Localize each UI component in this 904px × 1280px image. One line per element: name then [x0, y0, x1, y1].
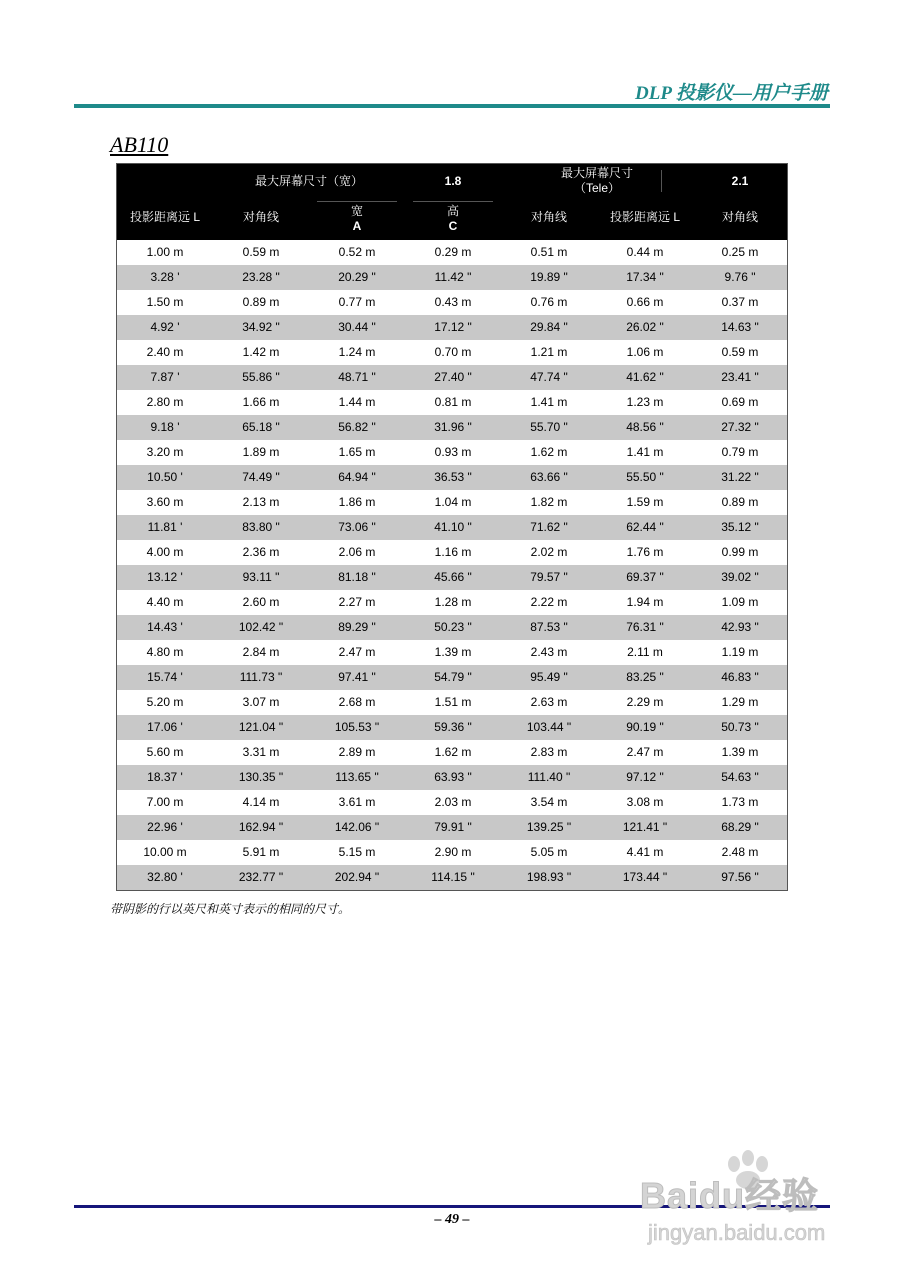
table-cell: 68.29 "	[721, 820, 759, 834]
table-row	[117, 765, 787, 790]
table-cell: 27.40 "	[434, 370, 472, 384]
table-cell: 29.84 "	[530, 320, 568, 334]
table-cell: 97.56 "	[721, 870, 759, 884]
table-cell: 7.87 '	[150, 370, 180, 384]
table-cell: 113.65 "	[335, 770, 379, 784]
table-cell: 2.02 m	[530, 545, 568, 559]
table-cell: 2.80 m	[146, 395, 184, 409]
table-cell: 0.44 m	[626, 245, 664, 259]
watermark-url: jingyan.baidu.com	[648, 1220, 826, 1245]
table-row	[117, 290, 787, 315]
table-cell: 111.40 "	[527, 770, 571, 784]
table-cell: 1.06 m	[626, 345, 664, 359]
table-cell: 2.60 m	[242, 595, 280, 609]
table-cell: 47.74 "	[530, 370, 568, 384]
table-cell: 31.96 "	[434, 420, 472, 434]
table-cell: 55.50 "	[626, 470, 664, 484]
table-cell: 81.18 "	[338, 570, 376, 584]
watermark-main-text: Baidu经验	[640, 1175, 820, 1216]
table-cell: 4.40 m	[146, 595, 184, 609]
table-cell: 11.42 "	[434, 270, 472, 284]
table-cell: 83.80 "	[242, 520, 280, 534]
table-cell: 2.27 m	[338, 595, 376, 609]
table-cell: 1.28 m	[434, 595, 472, 609]
max-screen-wide-label: 最大屏幕尺寸（宽）	[254, 174, 363, 188]
table-cell: 63.66 "	[530, 470, 568, 484]
header-underline	[317, 201, 397, 202]
table-cell: 105.53 "	[334, 720, 380, 734]
col-header-distance-2: 投影距离远 L	[609, 210, 680, 224]
table-row	[117, 590, 787, 615]
table-cell: 1.62 m	[434, 745, 472, 759]
table-row	[117, 415, 787, 440]
table-cell: 1.86 m	[338, 495, 376, 509]
table-cell: 3.07 m	[242, 695, 280, 709]
table-cell: 4.14 m	[242, 795, 280, 809]
table-row	[117, 815, 787, 840]
table-cell: 2.43 m	[530, 645, 568, 659]
table-cell: 89.29 "	[338, 620, 376, 634]
table-row	[117, 465, 787, 490]
table-row	[117, 490, 787, 515]
table-cell: 0.51 m	[530, 245, 568, 259]
table-cell: 73.06 "	[338, 520, 376, 534]
table-cell: 55.86 "	[242, 370, 280, 384]
table-cell: 2.48 m	[721, 845, 759, 859]
table-cell: 3.28 '	[150, 270, 180, 284]
table-cell: 10.50 '	[147, 470, 183, 484]
table-cell: 1.42 m	[242, 345, 280, 359]
col-header-diagonal: 对角线	[242, 210, 279, 224]
table-cell: 0.43 m	[434, 295, 472, 309]
table-cell: 139.25 "	[526, 820, 572, 834]
col-header-width-line1: 宽	[350, 204, 363, 218]
table-cell: 142.06 "	[334, 820, 380, 834]
table-cell: 48.56 "	[626, 420, 664, 434]
table-cell: 71.62 "	[530, 520, 568, 534]
table-row	[117, 740, 787, 765]
table-cell: 0.59 m	[721, 345, 759, 359]
document-header-title: DLP 投影仪—用户手册	[635, 83, 828, 104]
table-cell: 2.22 m	[530, 595, 568, 609]
table-cell: 1.41 m	[530, 395, 568, 409]
table-cell: 162.94 "	[238, 820, 284, 834]
table-cell: 1.94 m	[626, 595, 664, 609]
table-cell: 15.74 '	[147, 670, 183, 684]
col-header-height-line2: C	[448, 219, 458, 233]
table-cell: 1.09 m	[721, 595, 759, 609]
table-cell: 95.49 "	[530, 670, 568, 684]
table-cell: 1.62 m	[530, 445, 568, 459]
table-cell: 79.91 "	[434, 820, 472, 834]
table-cell: 1.23 m	[626, 395, 664, 409]
table-cell: 22.96 '	[147, 820, 183, 834]
table-cell: 1.66 m	[242, 395, 280, 409]
table-cell: 0.89 m	[242, 295, 280, 309]
table-cell: 1.24 m	[338, 345, 376, 359]
table-cell: 1.16 m	[434, 545, 472, 559]
table-row	[117, 540, 787, 565]
table-row	[117, 315, 787, 340]
table-cell: 114.15 "	[431, 870, 475, 884]
table-cell: 50.73 "	[721, 720, 759, 734]
table-cell: 1.82 m	[530, 495, 568, 509]
table-row	[117, 565, 787, 590]
table-row	[117, 515, 787, 540]
table-cell: 1.39 m	[434, 645, 472, 659]
table-cell: 2.89 m	[338, 745, 376, 759]
table-cell: 2.11 m	[627, 645, 663, 659]
table-cell: 121.04 "	[238, 720, 284, 734]
table-cell: 56.82 "	[338, 420, 376, 434]
footnote: 带阴影的行以英尺和英寸表示的相同的尺寸。	[110, 902, 351, 916]
table-cell: 130.35 "	[238, 770, 284, 784]
table-cell: 1.59 m	[626, 495, 664, 509]
baidu-watermark	[640, 1150, 850, 1260]
table-cell: 0.25 m	[721, 245, 759, 259]
table-row	[117, 265, 787, 290]
table-cell: 76.31 "	[626, 620, 664, 634]
table-cell: 0.66 m	[626, 295, 664, 309]
table-cell: 97.12 "	[626, 770, 664, 784]
table-cell: 5.91 m	[242, 845, 280, 859]
table-header	[117, 164, 787, 240]
col-header-diagonal-2: 对角线	[530, 210, 567, 224]
table-cell: 54.79 "	[434, 670, 472, 684]
table-cell: 20.29 "	[338, 270, 376, 284]
table-cell: 7.00 m	[146, 795, 184, 809]
table-cell: 2.90 m	[434, 845, 472, 859]
table-cell: 0.99 m	[721, 545, 759, 559]
table-cell: 34.92 "	[242, 320, 280, 334]
table-cell: 55.70 "	[530, 420, 568, 434]
tele-zoom-value: 2.1	[731, 174, 749, 188]
table-cell: 2.83 m	[530, 745, 568, 759]
table-cell: 2.13 m	[242, 495, 280, 509]
table-cell: 93.11 "	[242, 570, 280, 584]
table-cell: 1.73 m	[721, 795, 759, 809]
table-cell: 1.00 m	[146, 245, 184, 259]
table-cell: 2.68 m	[338, 695, 376, 709]
table-cell: 26.02 "	[626, 320, 664, 334]
model-title: AB110	[110, 132, 169, 157]
table-cell: 2.40 m	[146, 345, 184, 359]
header-rule	[74, 104, 830, 108]
table-cell: 2.03 m	[434, 795, 472, 809]
table-cell: 48.71 "	[338, 370, 376, 384]
table-cell: 4.00 m	[146, 545, 184, 559]
table-row	[117, 240, 787, 265]
table-cell: 0.69 m	[721, 395, 759, 409]
table-cell: 103.44 "	[526, 720, 572, 734]
table-cell: 1.29 m	[721, 695, 759, 709]
table-cell: 11.81 '	[147, 520, 183, 534]
table-cell: 232.77 "	[238, 870, 284, 884]
table-cell: 36.53 "	[434, 470, 472, 484]
max-screen-tele-label-line1: 最大屏幕尺寸	[560, 166, 633, 180]
table-cell: 202.94 "	[334, 870, 380, 884]
table-cell: 32.80 '	[147, 870, 183, 884]
table-row	[117, 340, 787, 365]
table-cell: 10.00 m	[143, 845, 187, 859]
table-cell: 0.70 m	[434, 345, 472, 359]
table-cell: 121.41 "	[622, 820, 668, 834]
table-cell: 14.63 "	[721, 320, 759, 334]
page-number: – 49 –	[434, 1212, 470, 1227]
table-cell: 5.60 m	[146, 745, 184, 759]
table-row	[117, 615, 787, 640]
table-row	[117, 790, 787, 815]
table-cell: 90.19 "	[626, 720, 664, 734]
table-cell: 17.34 "	[626, 270, 664, 284]
table-row	[117, 840, 787, 865]
table-cell: 9.18 '	[150, 420, 180, 434]
table-cell: 198.93 "	[526, 870, 572, 884]
table-cell: 102.42 "	[238, 620, 284, 634]
table-cell: 19.89 "	[530, 270, 568, 284]
table-cell: 2.47 m	[626, 745, 664, 759]
table-cell: 54.63 "	[721, 770, 759, 784]
table-cell: 1.21 m	[530, 345, 568, 359]
table-cell: 2.63 m	[530, 695, 568, 709]
table-cell: 45.66 "	[434, 570, 472, 584]
table-cell: 41.10 "	[434, 520, 472, 534]
table-cell: 5.15 m	[338, 845, 376, 859]
table-cell: 69.37 "	[626, 570, 664, 584]
table-cell: 65.18 "	[242, 420, 280, 434]
table-cell: 1.04 m	[434, 495, 472, 509]
table-cell: 3.31 m	[242, 745, 280, 759]
table-cell: 83.25 "	[626, 670, 664, 684]
table-cell: 5.20 m	[146, 695, 184, 709]
table-cell: 0.79 m	[721, 445, 759, 459]
col-header-width-line2: A	[352, 219, 362, 233]
table-cell: 1.39 m	[721, 745, 759, 759]
table-cell: 2.29 m	[626, 695, 664, 709]
table-cell: 173.44 "	[622, 870, 668, 884]
table-cell: 59.36 "	[434, 720, 472, 734]
table-cell: 50.23 "	[434, 620, 472, 634]
table-cell: 3.60 m	[146, 495, 184, 509]
table-cell: 1.65 m	[338, 445, 376, 459]
table-cell: 17.06 '	[147, 720, 183, 734]
header-separator	[661, 170, 662, 192]
table-cell: 2.84 m	[242, 645, 280, 659]
table-body	[117, 240, 787, 890]
table-row	[117, 640, 787, 665]
table-cell: 64.94 "	[338, 470, 376, 484]
table-cell: 2.36 m	[242, 545, 280, 559]
table-cell: 5.05 m	[530, 845, 568, 859]
table-cell: 2.47 m	[338, 645, 376, 659]
table-cell: 3.54 m	[530, 795, 568, 809]
table-row	[117, 715, 787, 740]
table-cell: 46.83 "	[721, 670, 759, 684]
table-cell: 0.93 m	[434, 445, 472, 459]
col-header-height-line1: 高	[446, 204, 459, 218]
table-cell: 23.28 "	[242, 270, 280, 284]
wide-zoom-value: 1.8	[444, 174, 462, 188]
table-row	[117, 390, 787, 415]
table-row	[117, 865, 787, 890]
table-cell: 1.41 m	[626, 445, 664, 459]
table-cell: 1.89 m	[242, 445, 280, 459]
table-cell: 18.37 '	[147, 770, 183, 784]
table-cell: 4.41 m	[626, 845, 664, 859]
table-cell: 4.80 m	[146, 645, 184, 659]
table-cell: 0.76 m	[530, 295, 568, 309]
table-cell: 23.41 "	[721, 370, 759, 384]
table-cell: 27.32 "	[721, 420, 759, 434]
table-cell: 0.89 m	[721, 495, 759, 509]
table-cell: 63.93 "	[434, 770, 472, 784]
table-cell: 0.37 m	[721, 295, 759, 309]
table-cell: 1.44 m	[338, 395, 376, 409]
table-cell: 31.22 "	[721, 470, 759, 484]
table-cell: 0.77 m	[338, 295, 376, 309]
table-cell: 4.92 '	[150, 320, 180, 334]
table-row	[117, 440, 787, 465]
table-cell: 1.51 m	[434, 695, 472, 709]
table-cell: 79.57 "	[530, 570, 568, 584]
table-row	[117, 665, 787, 690]
table-cell: 74.49 "	[242, 470, 280, 484]
table-cell: 2.06 m	[338, 545, 376, 559]
col-header-diagonal-3: 对角线	[721, 210, 758, 224]
max-screen-tele-label-line2: （Tele）	[573, 181, 620, 195]
table-cell: 14.43 '	[147, 620, 183, 634]
table-cell: 1.50 m	[146, 295, 184, 309]
table-cell: 9.76 "	[724, 270, 756, 284]
col-header-distance: 投影距离远 L	[129, 210, 200, 224]
table-cell: 42.93 "	[721, 620, 759, 634]
table-cell: 1.19 m	[721, 645, 759, 659]
table-cell: 0.81 m	[434, 395, 472, 409]
table-cell: 1.76 m	[626, 545, 664, 559]
table-cell: 97.41 "	[338, 670, 376, 684]
table-cell: 13.12 '	[147, 570, 183, 584]
table-cell: 62.44 "	[626, 520, 664, 534]
table-cell: 111.73 "	[239, 670, 283, 684]
table-cell: 3.08 m	[626, 795, 664, 809]
projection-distance-table	[116, 163, 788, 891]
table-cell: 3.20 m	[146, 445, 184, 459]
header-underline	[413, 201, 493, 202]
table-cell: 17.12 "	[434, 320, 472, 334]
table-cell: 41.62 "	[626, 370, 664, 384]
table-cell: 3.61 m	[338, 795, 376, 809]
table-cell: 35.12 "	[721, 520, 759, 534]
table-cell: 0.29 m	[434, 245, 472, 259]
table-cell: 0.59 m	[242, 245, 280, 259]
table-cell: 87.53 "	[530, 620, 568, 634]
table-cell: 0.52 m	[338, 245, 376, 259]
table-row	[117, 365, 787, 390]
table-cell: 39.02 "	[721, 570, 759, 584]
table-row	[117, 690, 787, 715]
table-cell: 30.44 "	[338, 320, 376, 334]
